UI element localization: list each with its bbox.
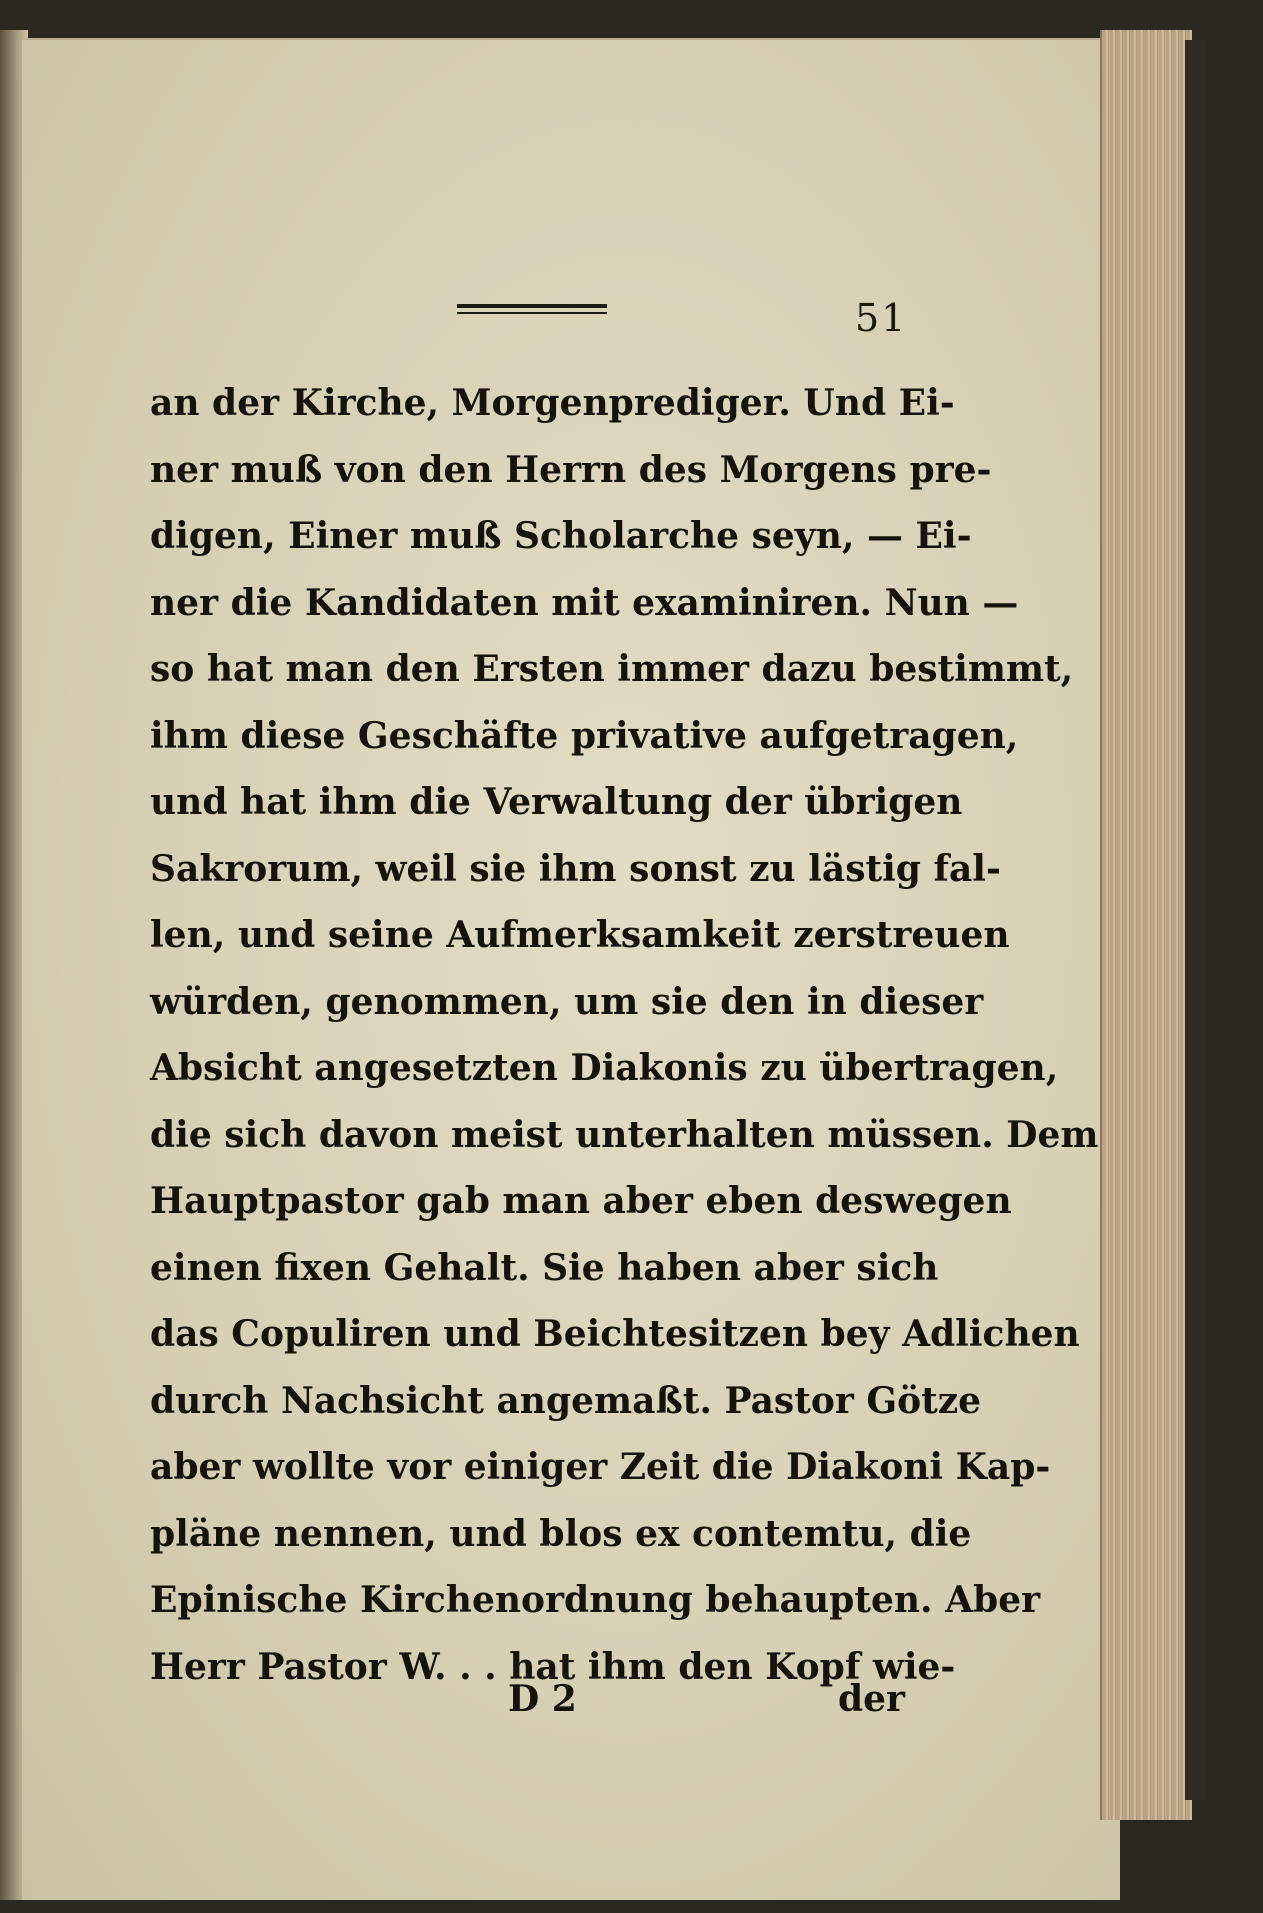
book-cover-edge bbox=[1185, 40, 1205, 1800]
text-line: und hat ihm die Verwaltung der übrigen bbox=[150, 781, 963, 823]
text-line: ihm diese Geschäfte privative aufgetragen, bbox=[150, 714, 1019, 757]
text-line: das Copuliren und Beichtesitzen bey Adlichen bbox=[150, 1313, 1080, 1355]
text-line: würden, genommen, um sie den in dieser bbox=[150, 980, 984, 1023]
text-line: Sakrorum, weil sie ihm sonst zu lästig fal- bbox=[150, 847, 1001, 890]
text-line: pläne nennen, und blos ex contemtu, die bbox=[150, 1512, 972, 1555]
text-line: Herr Pastor W. . . hat ihm den Kopf wie- bbox=[150, 1645, 956, 1688]
text-line: an der Kirche, Morgenprediger. Und Ei- bbox=[150, 382, 955, 424]
catchword: der bbox=[837, 1678, 905, 1720]
text-line: ner muß von den Herrn des Morgens pre- bbox=[150, 448, 992, 491]
body-text bbox=[150, 370, 1099, 1700]
text-line: einen fixen Gehalt. Sie haben aber sich bbox=[150, 1246, 939, 1289]
text-line: Hauptpastor gab man aber eben deswegen bbox=[150, 1180, 1012, 1222]
page-edges bbox=[1100, 30, 1192, 1820]
text-line: digen, Einer muß Scholarche seyn, — Ei- bbox=[150, 515, 972, 557]
text-line: ner die Kandidaten mit examiniren. Nun — bbox=[150, 581, 1019, 624]
text-line: len, und seine Aufmerksamkeit zerstreuen bbox=[150, 914, 1010, 956]
header-rule bbox=[457, 304, 607, 318]
text-line: durch Nachsicht angemaßt. Pastor Götze bbox=[150, 1379, 982, 1422]
text-line: aber wollte vor einiger Zeit die Diakoni Kap- bbox=[150, 1446, 1051, 1488]
page-number: 51 bbox=[855, 296, 908, 340]
signature-mark: D 2 bbox=[508, 1678, 577, 1720]
text-line: die sich davon meist unterhalten müssen. Dem bbox=[150, 1113, 1099, 1156]
text-line: Absicht angesetzten Diakonis zu übertragen, bbox=[150, 1047, 1059, 1089]
page-footer bbox=[150, 1678, 905, 1738]
text-line: so hat man den Ersten immer dazu bestimmt, bbox=[150, 648, 1074, 690]
text-line: Epinische Kirchenordnung behaupten. Aber bbox=[150, 1579, 1041, 1621]
